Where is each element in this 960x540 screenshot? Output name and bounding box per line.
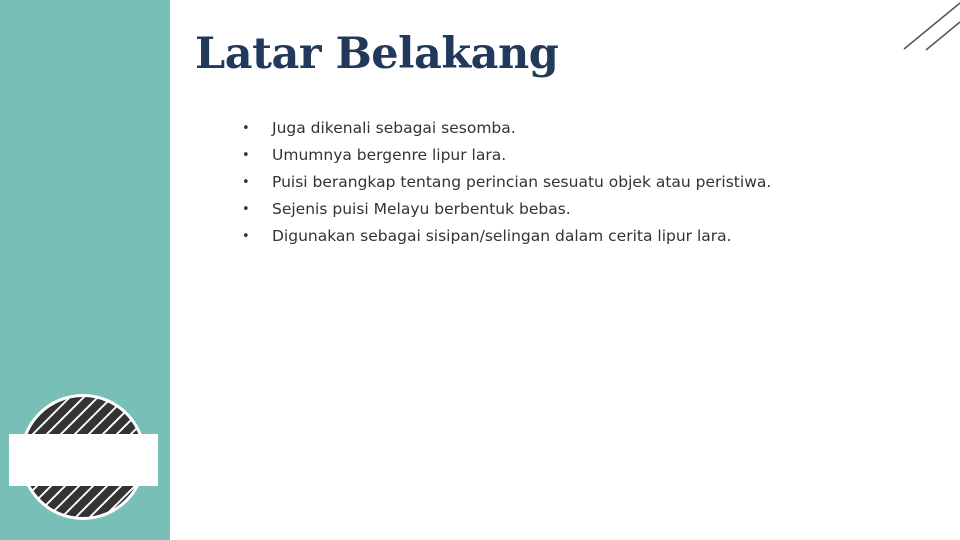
label-box <box>9 434 158 486</box>
bullet-text: Digunakan sebagai sisipan/selingan dalam cerita lipur lara. <box>272 227 732 245</box>
bullet-marker: • <box>242 202 250 217</box>
bullet-item <box>242 142 771 169</box>
bullet-marker: • <box>242 121 250 136</box>
bullet-item <box>242 223 771 250</box>
bullet-text: Puisi berangkap tentang perincian sesuatu objek atau peristiwa. <box>272 173 772 191</box>
bullet-marker: • <box>242 229 250 244</box>
bullet-text: Sejenis puisi Melayu berbentuk bebas. <box>272 200 571 218</box>
bullet-item <box>242 196 771 223</box>
bullet-marker: • <box>242 175 250 190</box>
bullet-item <box>242 169 771 196</box>
bullet-item <box>242 115 771 142</box>
bullet-marker: • <box>242 148 250 163</box>
corner-decoration-lines <box>900 0 960 55</box>
bullet-text: Juga dikenali sebagai sesomba. <box>272 119 516 137</box>
bullet-list <box>242 115 771 250</box>
bullet-text: Umumnya bergenre lipur lara. <box>272 146 507 164</box>
slide-title: Latar Belakang <box>195 29 559 79</box>
